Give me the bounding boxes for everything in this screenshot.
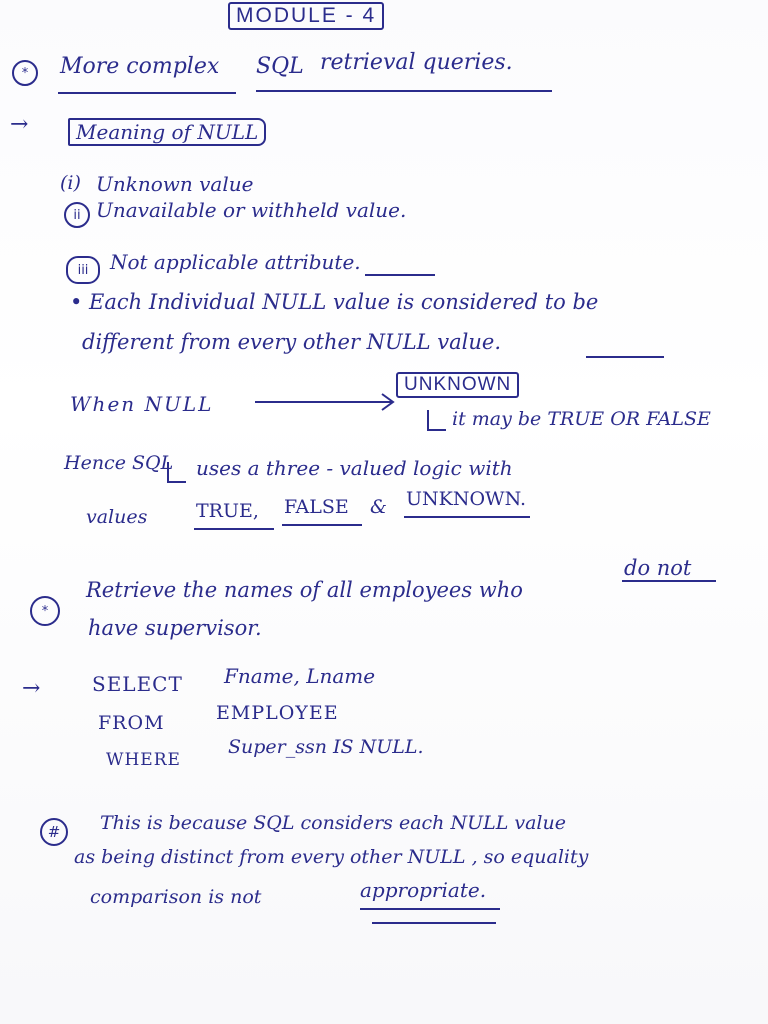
note-line-3-lead: comparison is not [90, 886, 262, 908]
value-false: FALSE [284, 496, 349, 518]
heading-left: More complex [60, 54, 220, 79]
arrow-right-icon: → [10, 112, 29, 137]
meaning-title: Meaning of NULL [68, 118, 266, 146]
select-keyword: SELECT [92, 672, 183, 696]
do-not-underline [622, 580, 716, 582]
hash-bullet-icon: # [40, 818, 68, 846]
retrieve-line-2: have supervisor. [88, 616, 262, 640]
retrieve-line-1: Retrieve the names of all employees who [86, 578, 523, 602]
when-null-label: When NULL [70, 392, 214, 416]
false-underline [282, 524, 362, 526]
hence-values-lead: values [86, 506, 148, 528]
appropriate-text: appropriate. [360, 878, 487, 902]
appropriate-underline-2 [372, 922, 496, 924]
star-bullet-icon-2: * [30, 596, 60, 626]
where-condition: Super_ssn IS NULL. [228, 736, 424, 758]
heading-right: retrieval queries. [320, 50, 513, 75]
hence-sql-label: Hence SQL [64, 452, 174, 474]
meaning-marker-2: ii [64, 202, 90, 228]
meaning-text-3: Not applicable attribute. [110, 250, 361, 274]
unknown-underline [404, 516, 530, 518]
select-columns: Fname, Lname [224, 664, 376, 688]
true-or-false-note: it may be TRUE OR FALSE [452, 408, 711, 430]
value-true: TRUE, [196, 500, 259, 522]
heading-sql: SQL [256, 54, 304, 79]
each-note-line-1: • Each Individual NULL value is considered to be [70, 290, 599, 314]
unknown-box: UNKNOWN [396, 372, 519, 398]
value-amp: & [370, 496, 387, 518]
meaning-text-1: Unknown value [96, 172, 254, 196]
meaning-marker-3: iii [66, 256, 100, 284]
where-keyword: WHERE [106, 750, 181, 770]
note-line-1: This is because SQL considers each NULL value [100, 812, 566, 834]
arrow-right-icon-2: → [22, 676, 41, 701]
appropriate-underline [360, 908, 500, 910]
true-underline [194, 528, 274, 530]
meaning-text-2: Unavailable or withheld value. [96, 198, 407, 222]
note-line-2: as being distinct from every other NULL , so equality [74, 846, 589, 868]
value-unknown: UNKNOWN. [406, 488, 527, 510]
meaning-marker-1: (i) [60, 172, 81, 194]
from-table: EMPLOYEE [216, 702, 339, 724]
star-bullet-icon: * [12, 60, 38, 86]
hence-line-1: uses a three - valued logic with [196, 456, 513, 480]
module-title: MODULE - 4 [228, 2, 384, 30]
each-note-line-2: different from every other NULL value. [82, 330, 502, 354]
from-keyword: FROM [98, 712, 165, 734]
do-not-text: do not [624, 556, 692, 580]
